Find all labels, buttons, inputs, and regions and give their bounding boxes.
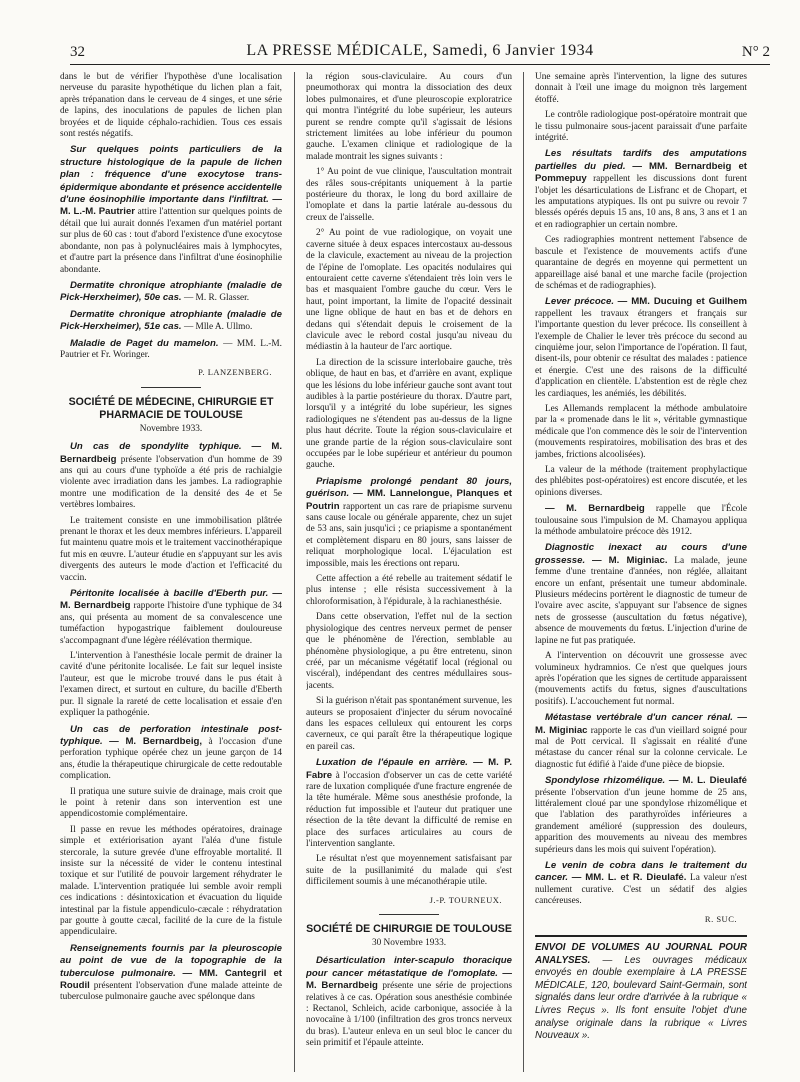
abstract-text: rapporte le cas d'un vieillard soigné pour mal de Pott cervical. Il s'agissait en réalité d'une métastase du cancer rénal sur la colonne cervicale. Le diagnostic fut édifié à l'aide d'une pièce de biopsie. xyxy=(535,725,747,770)
abstract-text: présentent l'observation d'une malade atteinte de tuberculose pulmonaire gauche avec spélonque dans xyxy=(60,981,282,1003)
paragraph: La valeur de la méthode (traitement prophylactique des phlébites post-opératoires) est encore discutée, et les opinions diverses. xyxy=(535,465,747,498)
abstract-title: Le venin de cobra dans le traitement du cancer. xyxy=(535,860,747,884)
paragraph: A l'intervention on découvrit une grossesse avec volumineux hydramnios. Ce n'est que quelques jours après l'opération que les signes de certitude apparaissent (mouvements actifs du fœtus, signes d'auscultations positifs). L'accouchement fut normal. xyxy=(535,651,747,707)
column-middle xyxy=(306,72,512,1072)
abstract-text: La valeur n'est nullement curative. C'est un sédatif des algies cancéreuses. xyxy=(535,873,747,907)
abstract-authors: — M. L.-M. Pautrier xyxy=(60,194,282,218)
abstract-authors: — M. L. Dieulafé xyxy=(668,775,747,787)
abstract-title: Désarticulation inter-scapulo thoracique pour cancer métastatique de l'omoplate. xyxy=(306,955,512,979)
paragraph: Le traitement consiste en une immobilisation plâtrée prenant le thorax et les deux membres inférieurs. L'appareil fut maintenu quatre mois et le traitement vaccinothérapique fut mis en œuvre. L'auteur étudie en s'appuyant sur les avis divergents des auteurs le mode d'action et l'efficacité du vaccin. xyxy=(60,515,282,583)
paragraph: 1° Au point de vue clinique, l'auscultation montrait des râles sous-crépitants uniquement à la partie postérieure du thorax, le long du bord axillaire de l'omoplate et dans la partie latérale au-dessous du creux de l'aisselle. xyxy=(306,167,512,223)
paragraph: Les Allemands remplacent la méthode ambulatoire par la « promenade dans le lit », véritable gymnastique médicale que l'on commence dès le soir de l'intervention (mouvements respiratoires, mobilisation des bras et des jambes, frictions alcoolisées). xyxy=(535,403,747,460)
abstract-title: Un cas de spondylite typhique. xyxy=(70,441,242,453)
abstract-item xyxy=(306,955,512,1049)
abstract-title: Métastase vertébrale d'un cancer rénal. xyxy=(545,712,733,724)
abstract-text: rapporte l'histoire d'une typhique de 34 ans, qui présenta au moment de sa convalescence une tuméfaction hypogastrique faiblement douloureuse s'accompagnant d'une légère réélévation thermique. xyxy=(60,601,282,646)
column-rule xyxy=(294,72,295,1072)
paragraph: La direction de la scissure interlobaire gauche, très oblique, de haut en bas, et d'arrière en avant, explique que les lésions du lobe inférieur gauche sont avant tout audibles à la partie postérieure du thorax. D'autre part, lorsqu'il y a intégrité du lobe supérieur, les signes radiologiques ne s'étendent pas au-dessus de la ligne plus haut décrite. Toute la région sous-claviculaire et une grande partie de la région sous-claviculaire sont occupées par le lobe supérieur et antérieur du poumon gauche. xyxy=(306,357,512,471)
abstract-text: présente l'observation d'un homme de 39 ans qui au cours d'une typhoïde a été pris de rachialgie violente avec irradiation dans les jambes. La radiographie montre une modification de la densité des 4e et 5e vertèbres lombaires. xyxy=(60,454,282,511)
abstract-item xyxy=(60,588,282,647)
paragraph: dans le but de vérifier l'hypothèse d'une localisation nerveuse du parasite hypothétique du lichen plan a fait, après trépanation dans le cerveau de 4 singes, et une série de lapins, des inoculations de papules de lichen plan broyées et de liquide céphalo-rachidien. Tous ces essais sont restés négatifs. xyxy=(60,72,282,140)
abstract-item xyxy=(60,280,282,305)
paragraph xyxy=(535,503,747,538)
paragraph: Le résultat n'est que moyennement satisfaisant par suite de la pusillanimité du malade qui s'est difficilement soumis à une mécanothérapie utile. xyxy=(306,854,512,888)
notice-box xyxy=(535,935,747,1043)
abstract-authors: — M. Bernardbeig xyxy=(545,503,645,515)
paragraph: Le contrôle radiologique post-opératoire montrait que le tissu pulmonaire sous-jacent paraissait d'une parfaite intégrité. xyxy=(535,110,747,144)
abstract-item xyxy=(60,144,282,275)
paragraph: la région sous-claviculaire. Au cours d'un pneumothorax qui montra la dissociation des deux lobes pulmonaires, et d'une pleuroscopie exploratrice qui montra l'intégrité du lobe supérieur, les auteurs purent se rendre compte qu'il s'agissait de lésions strictement limitées au lobe inférieur du poumon gauche. L'examen clinique et radiologique de la malade montrait les signes suivants : xyxy=(306,72,512,162)
abstract-authors: — Mlle A. Ullmo. xyxy=(183,322,253,333)
society-heading: SOCIÉTÉ DE CHIRURGIE DE TOULOUSE xyxy=(306,923,512,936)
abstract-title: Renseignements fournis par la pleuroscopie au point de vue de la topographie de la tuberculose pulmonaire. xyxy=(60,942,282,979)
abstract-text: à l'occasion d'observer un cas de cette variété rare de luxation compliquée d'une fracture engrenée de la tête humérale. Même sous anesthésie profonde, la réduction fut impossible et l'auteur dut pratiquer une résection de la tête devant la difficulté de remise en place des surfaces articulaires au cours de l'intervention sanglante. xyxy=(306,770,512,849)
abstract-title: Un cas de perforation intestinale post-typhique. xyxy=(60,723,282,747)
signature: J.-P. TOURNEUX. xyxy=(429,894,502,905)
abstract-authors: — MM. Lannelongue, Planques et Poutrin xyxy=(306,488,512,512)
abstract-item xyxy=(535,542,747,647)
abstract-text: rapportent un cas rare de priapisme survenu sans cause locale ou générale apparente, chez un sujet de 53 ans, sain jusqu'ici ; ce priapisme a spontanément et complètement disparu en 80 jours, sans laisser de reliquat morphologique local. L'éjaculation est impossible, mais les érections ont reparu. xyxy=(306,501,512,569)
abstract-title: Luxation de l'épaule en arrière. xyxy=(316,757,468,769)
abstract-authors: — M. R. Glasser. xyxy=(183,293,250,304)
signature: P. LANZENBERG. xyxy=(198,367,272,378)
abstract-text: présente une série de projections relatives à ce cas. Opération sous anesthésie combinée : Rectanol, Schleich, acide carbonique, associée à la novocaïne à 1/100 (infiltration des gros troncs nerveux du bras). L'auteur enleva en un seul bloc le cancer du sein primitif et l'épaule atteinte. xyxy=(306,981,512,1049)
signature: R. SUC. xyxy=(704,913,737,924)
abstract-item xyxy=(60,338,282,362)
abstract-text: présente l'observation d'un jeune homme de 25 ans, littéralement cloué par une spondylose rhizomélique et que l'ablation des parathyroïdes inférieures a grandement amélioré (suppression des douleurs, apparition des mouvements au niveau des membres supérieurs dans les mois qui suivent l'opération). xyxy=(535,787,747,855)
separator xyxy=(379,914,439,915)
abstract-authors: — M. Bernardbeig xyxy=(60,441,282,465)
abstract-item xyxy=(306,476,512,570)
abstract-title: Sur quelques points particuliers de la structure histologique de la papule de lichen plan : fréquence d'une exocytose trans-épidermique abondante et présence accidentelle d'une éosinophilie importante dans l'infiltrat. xyxy=(60,144,282,206)
abstract-authors: — MM. L. et R. Dieulafé. xyxy=(571,872,687,884)
abstract-item xyxy=(535,148,747,231)
paragraph: Il passe en revue les méthodes opératoires, drainage simple et extériorisation ayant l'aléa d'une fistule stercorale, la suture grevée d'une effroyable mortalité. Il insiste sur la nécessité de vider le contenu intestinal toxique et sur l'utilité de pouvoir largement réhydrater le malade. L'intervention pratiquée lui semble avoir rempli ces indications : désintoxication et évacuation du liquide intestinal par la fistule appendiculo-cæcale : réhydratation par goutte à goutte cæcal, facilité de la cure de la fistule appendiculaire. xyxy=(60,824,282,938)
abstract-item xyxy=(306,757,512,850)
paragraph: Si la guérison n'était pas spontanément survenue, les auteurs se proposaient d'injecter du sérum novocaïné dans les espaces celluleux qui entourent les corps caverneux, ce qui paraît être la thérapeutique logique en pareil cas. xyxy=(306,696,512,752)
abstract-title: Dermatite chronique atrophiante (maladie de Pick-Herxheimer), 51e cas. xyxy=(60,308,282,333)
separator xyxy=(141,387,201,388)
paragraph: Une semaine après l'intervention, la ligne des sutures donnait à l'œil une image du moignon très largement étoffé. xyxy=(535,72,747,105)
abstract-item xyxy=(535,296,747,400)
abstract-title: Les résultats tardifs des amputations partielles du pied. xyxy=(535,148,747,172)
abstract-text: rappellent les travaux étrangers et français sur l'importante question du lever précoce. Ils conseillent à l'exemple de Chalier le lever très précoce du second au cinquième jour, selon l'importance de l'opération. Il faut, disent-ils, pour obtenir ce résultat des malades : patience et énergie. C'est une des raisons de la difficulté d'application en clientèle. L'abstention est de règle chez les cardiaques, les anémiés, les débilités. xyxy=(535,308,747,399)
abstract-title: Lever précoce. xyxy=(545,296,615,308)
abstract-title: Dermatite chronique atrophiante (maladie de Pick-Herxheimer), 50e cas. xyxy=(60,279,282,304)
paragraph: 2° Au point de vue radiologique, on voyait une caverne située à deux espaces intercostaux au-dessous de la clavicule, exactement au niveau de la projection de l'épine de l'omoplate. Les opacités nodulaires qui entouraient cette caverne s'étendaient très loin vers le bas et masquaient l'ombre gauche du cœur. Vers le haut, point important, la limite de l'opacité dessinait une ligne oblique de haut en bas et de dehors en dedans qui s'étendait depuis le croisement de la clavicule avec le rebord costal jusqu'au niveau du médiastin à la hauteur de l'arc aortique. xyxy=(306,228,512,353)
abstract-authors: — MM. L.-M. Pautrier et Fr. Woringer. xyxy=(60,338,282,360)
abstract-item xyxy=(60,724,282,783)
abstract-authors: — M. Bernardbeig, xyxy=(109,735,203,747)
notice-title: ENVOI DE VOLUMES AU JOURNAL POUR ANALYSES. xyxy=(535,942,747,966)
abstract-authors: — MM. Bernardbeig et Pommepuy xyxy=(535,160,747,185)
session-date: Novembre 1933. xyxy=(139,423,203,434)
page-number: 32 xyxy=(70,44,85,60)
column-rule xyxy=(523,72,524,1072)
abstract-item xyxy=(60,441,282,511)
abstract-text: attire l'attention sur quelques points de détail que lui aurait donnés l'examen d'un matériel portant sur plus de 60 cas : tout d'abord l'existence d'une exocytose abondante, non pas à polynucléaires mais à lymphocytes, et d'autre part la présence dans l'infiltrat d'une éosinophilie abondante. xyxy=(60,207,282,275)
abstract-authors: — M. Bernardbeig xyxy=(60,588,282,612)
abstract-title: Priapisme prolongé pendant 80 jours, guérison. xyxy=(306,475,512,500)
paragraph: Ces radiographies montrent nettement l'absence de bascule et l'existence de mouvements actifs d'une quarantaine de degrés en moyenne qui permettent un appareillage aisé banal et une marche facile (projection de schémas et de radiographies). xyxy=(535,235,747,291)
paragraph: L'intervention à l'anesthésie locale permit de drainer la cavité d'une péritonite localisée. Le fait sur lequel insiste l'auteur, est que le microbe trouvé dans le pus était à l'examen direct, et surtout en culture, du bacille d'Eberth pur. Il signale la rareté de cette localisation et essaie d'en expliquer la pathogénie. xyxy=(60,651,282,719)
abstract-item xyxy=(60,309,282,334)
issue-number: N° 2 xyxy=(741,44,770,60)
abstract-text: rappellent les discussions dont furent l'objet les désarticulations de Lisfranc et de Chopart, et les amputations atypiques. Ils ont pu suivre ou revoir 7 blessés opérés depuis 15 ans, 10 ans, 8 ans, 3 ans et 1 an et en radiographier un certain nombre. xyxy=(535,174,747,230)
abstract-item xyxy=(60,943,282,1004)
abstract-text: rappelle que l'École toulousaine sous l'impulsion de M. Chamayou appliqua la méthode ambulatoire précoce dès 1912. xyxy=(535,504,747,538)
society-heading: SOCIÉTÉ DE MÉDECINE, CHIRURGIE ET PHARMACIE DE TOULOUSE xyxy=(68,395,274,421)
column-left xyxy=(60,72,282,1072)
abstract-item xyxy=(535,775,747,856)
abstract-item xyxy=(535,712,747,771)
paragraph: Il pratiqua une suture suivie de drainage, mais croit que le point à retenir dans son intervention est une appendicostomie complémentaire. xyxy=(60,786,282,820)
abstract-authors: — M. Bernardbeig xyxy=(306,967,512,992)
abstract-item xyxy=(535,860,747,908)
journal-title: LA PRESSE MÉDICALE, Samedi, 6 Janvier 1934 xyxy=(246,42,594,59)
abstract-title: Maladie de Paget du mamelon. xyxy=(70,337,219,349)
abstract-authors: — M. Miginiac. xyxy=(591,554,668,566)
column-right xyxy=(535,72,747,1072)
page-header xyxy=(70,42,770,65)
abstract-authors: — MM. Ducuing et Guilhem xyxy=(617,296,747,308)
abstract-authors: — M. P. Fabre xyxy=(306,757,512,781)
abstract-text: La malade, jeune femme d'une trentaine d'années, non réglée, allaitant encore un enfant, présentait une tumeur abdominale. Plusieurs médecins portèrent le diagnostic de tumeur de l'ovaire avec ascite, s'appuyant sur l'absence de signes nets de grossesse (auscultation du fœtus négative), absence de mouvements du fœtus. L'injection d'urine de lapine ne fut pas pratiquée. xyxy=(535,555,747,646)
abstract-title: Diagnostic inexact au cours d'une grossesse. xyxy=(535,542,747,566)
abstract-authors: — MM. Cantegril et Roudil xyxy=(60,967,282,992)
abstract-title: Spondylose rhizomélique. xyxy=(545,775,666,787)
notice-body: — Les ouvrages médicaux envoyés en double exemplaire à LA PRESSE MÉDICALE, 120, boulevard Saint-Germain, sont signalés dans leur ordre d'arrivée à la rubrique « Livres Reçus ». Ils font ensuite l'objet d'une analyse originale dans la rubrique « Livres Nouveaux ». xyxy=(535,954,747,1042)
session-date: 30 Novembre 1933. xyxy=(371,938,447,949)
notice-text xyxy=(535,942,747,1043)
paragraph: Cette affection a été rebelle au traitement sédatif le plus intense ; elle résista successivement à la chloroformisation, à l'épidurale, à la rachianesthésie. xyxy=(306,574,512,607)
abstract-title: Péritonite localisée à bacille d'Eberth pur. xyxy=(70,588,269,600)
abstract-text: à l'occasion d'une perforation typhique opérée chez un jeune garçon de 14 ans, étudie la thérapeutique chirurgicale de cette redoutable complication. xyxy=(60,736,282,782)
paragraph: Dans cette observation, l'effet nul de la section physiologique des centres nerveux permet de penser que le phénomène de l'érection, semblable au phénomène physiologique, a pu être entretenu, sinon créé, par un mécanisme végétatif local (régional ou viscéral), indépendant des centres médullaires sous-jacents. xyxy=(306,612,512,691)
abstract-authors: — M. Miginiac xyxy=(535,712,747,736)
